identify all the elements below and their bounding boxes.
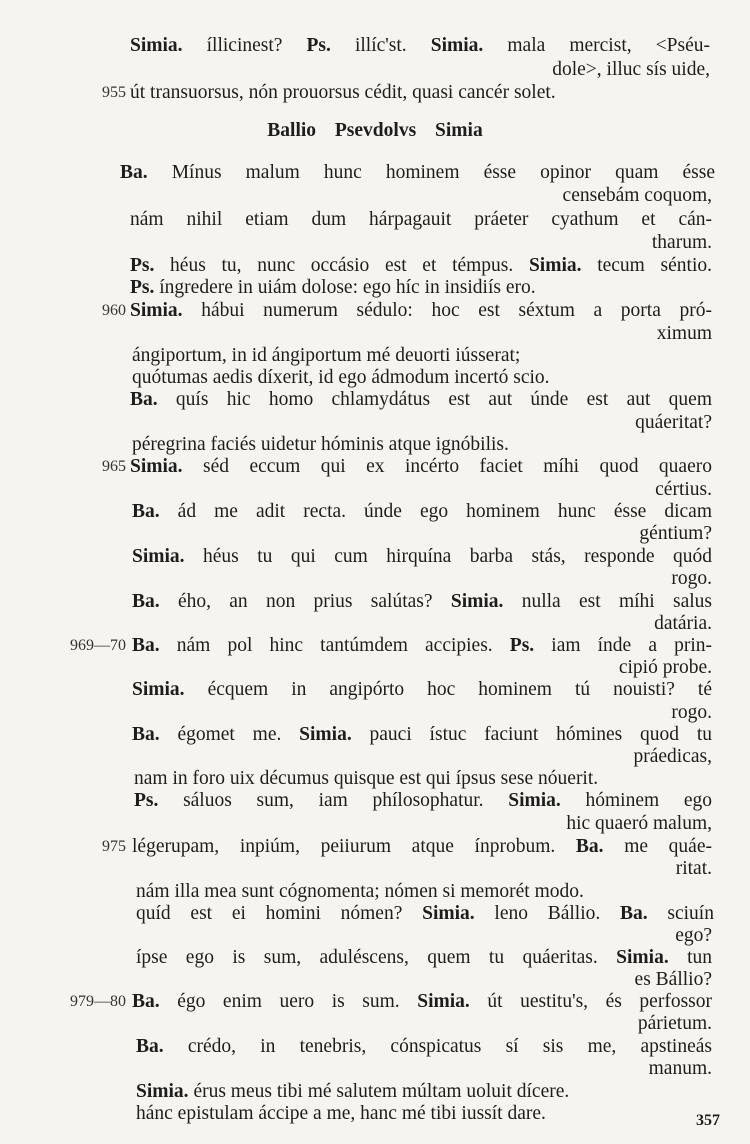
line-text	[635, 411, 712, 434]
dialogue-text: práedicas,	[633, 746, 712, 767]
speaker-name: Simia.	[508, 790, 561, 811]
line-text	[136, 946, 712, 969]
verse-line	[0, 1057, 750, 1080]
line-text	[136, 1035, 712, 1058]
line-text	[130, 208, 712, 231]
verse-line	[0, 634, 750, 657]
speaker-name: Ba.	[620, 903, 648, 924]
dialogue-text: tun	[668, 947, 713, 968]
line-number: 979—80	[70, 993, 126, 1010]
verse-line	[0, 208, 750, 231]
dialogue-text: quíd est ei homini nómen?	[136, 903, 423, 924]
speaker-name: Ba.	[136, 1036, 164, 1057]
verse-line	[0, 1080, 750, 1103]
dialogue-text: ritat.	[675, 858, 712, 879]
speaker-name: Ps.	[509, 635, 535, 656]
verse-line	[0, 276, 750, 299]
verse-line	[0, 678, 750, 701]
speaker-name: Simia.	[130, 456, 183, 477]
line-text	[132, 678, 712, 701]
dialogue-text: péregrina faciés uidetur hóminis atque ignóbilis.	[132, 434, 509, 455]
dialogue-text: quáeritat?	[635, 412, 712, 433]
verse-line	[0, 812, 750, 835]
line-text	[132, 590, 712, 613]
speaker-name: Simia.	[130, 300, 183, 321]
verse-line	[0, 1035, 750, 1058]
dialogue-text: quótumas aedis díxerit, id ego ádmodum incertó scio.	[132, 367, 550, 388]
speaker-name: Ps.	[306, 35, 331, 56]
dialogue-text: cipió probe.	[618, 657, 712, 678]
verse-line	[0, 701, 750, 724]
dialogue-text: hánc epistulam áccipe a me, hanc mé tibi iussít dare.	[136, 1103, 546, 1124]
line-number: 975	[102, 838, 126, 855]
speaker-name: Simia.	[616, 947, 669, 968]
line-text	[657, 322, 712, 345]
verse-line	[0, 161, 750, 184]
dialogue-text: manum.	[648, 1058, 712, 1079]
dialogue-text: sáluos sum, iam phílosophatur.	[158, 790, 509, 811]
dialogue-text: Mínus malum hunc hominem ésse opinor quam ésse	[147, 162, 715, 183]
dialogue-text: tharum.	[651, 232, 712, 253]
verse-line	[0, 567, 750, 590]
line-text	[563, 184, 712, 207]
line-text	[134, 789, 712, 812]
verse-line	[0, 789, 750, 812]
line-number: 960	[102, 302, 126, 319]
verse-line	[0, 835, 750, 858]
dialogue-text: dole>, illuc sís uide,	[552, 59, 710, 80]
verse-line	[0, 745, 750, 768]
dialogue-text: géntium?	[639, 523, 712, 544]
dialogue-text: nulla est míhi salus	[503, 591, 712, 612]
dialogue-text: leno Bállio.	[474, 903, 621, 924]
line-text	[136, 902, 714, 925]
line-text	[649, 1057, 712, 1080]
speaker-name: Ba.	[132, 635, 160, 656]
dialogue-text: séd eccum qui ex incérto faciet míhi quod quaero	[182, 456, 712, 477]
line-text	[639, 522, 712, 545]
dialogue-text: es Bállio?	[634, 969, 712, 990]
verse-line	[0, 500, 750, 523]
speaker-name: Ba.	[132, 724, 160, 745]
verse-line	[0, 857, 750, 880]
line-text	[136, 1102, 714, 1125]
dialogue-text: égomet me.	[159, 724, 300, 745]
dialogue-text: ípse ego is sum, aduléscens, quem tu quáeritas.	[136, 947, 617, 968]
line-text	[134, 767, 714, 790]
speaker-name: Ba.	[132, 591, 160, 612]
speaker-name: Simia.	[417, 991, 470, 1012]
line-text	[132, 500, 712, 523]
scene-heading: Ballio Psevdolvs Simia	[267, 120, 483, 141]
speaker-name: Simia.	[130, 35, 183, 56]
dialogue-text: ego?	[675, 925, 712, 946]
dialogue-text: héus tu qui cum hirquína barba stás, responde quód	[184, 546, 712, 567]
verse-line	[0, 924, 750, 947]
speaker-name: Simia.	[299, 724, 352, 745]
verse-line	[0, 34, 750, 57]
dialogue-text: tecum séntio.	[581, 255, 712, 276]
page-number: 357	[696, 1112, 720, 1129]
line-text	[132, 344, 712, 367]
verse-line	[0, 254, 750, 277]
line-text	[552, 58, 710, 81]
dialogue-text: sciuín	[647, 903, 714, 924]
verse-line	[0, 184, 750, 207]
verse-line	[0, 1102, 750, 1125]
line-number: 955	[102, 84, 126, 101]
dialogue-text: íngredere in uiám dolose: ego híc in insidiís ero.	[154, 277, 536, 298]
verse-line	[0, 946, 750, 969]
dialogue-text: párietum.	[637, 1013, 712, 1034]
speaker-name: Ps.	[130, 277, 155, 298]
verse-line	[0, 656, 750, 679]
verse-line	[0, 545, 750, 568]
verse-line	[0, 767, 750, 790]
line-text	[136, 880, 714, 903]
dialogue-text: rogo.	[671, 568, 712, 589]
dialogue-text: út transuorsus, nón prouorsus cédit, quasi cancér solet.	[130, 82, 556, 103]
line-text	[634, 745, 713, 768]
dialogue-text: quís hic homo chlamydátus est aut únde est aut quem	[157, 389, 712, 410]
dialogue-text: pauci ístuc faciunt hómines quod tu	[351, 724, 712, 745]
line-text	[675, 924, 712, 947]
line-text	[655, 478, 712, 501]
dialogue-text: érus meus tibi mé salutem múltam uoluit dícere.	[188, 1081, 570, 1102]
verse-line	[0, 612, 750, 635]
verse-line	[0, 58, 750, 81]
line-text	[130, 34, 710, 57]
verse-line	[0, 366, 750, 389]
dialogue-text: hic quaeró malum,	[566, 813, 712, 834]
dialogue-text: nám nihil etiam dum hárpagauit práeter cyathum et cán-	[130, 209, 712, 230]
speaker-name: Ba.	[120, 162, 148, 183]
speaker-name: Ba.	[132, 991, 160, 1012]
speaker-name: Simia.	[132, 546, 185, 567]
dialogue-text: nam in foro uix décumus quisque est qui ípsus sese nóuerit.	[134, 768, 599, 789]
speaker-name: Ba.	[575, 836, 604, 857]
line-text	[132, 545, 712, 568]
line-number: 969—70	[70, 637, 126, 654]
dialogue-text: ád me adit recta. únde ego hominem hunc ésse dicam	[159, 501, 712, 522]
speaker-name: Simia.	[450, 591, 504, 612]
dialogue-text: égo enim uero is sum.	[159, 991, 418, 1012]
dialogue-text: íllicinest?	[182, 35, 307, 56]
line-text	[566, 812, 712, 835]
dialogue-text: ximum	[656, 323, 712, 344]
dialogue-text: nám illa mea sunt cógnomenta; nómen si memorét modo.	[136, 881, 584, 902]
verse-line	[0, 299, 750, 322]
line-text	[132, 990, 712, 1013]
line-text	[130, 388, 712, 411]
dialogue-text: ého, an non prius salútas?	[159, 591, 451, 612]
line-text	[130, 254, 712, 277]
line-text	[132, 366, 712, 389]
verse-line	[0, 880, 750, 903]
dialogue-text: cértius.	[655, 479, 712, 500]
dialogue-text: hóminem ego	[560, 790, 712, 811]
verse-line	[0, 902, 750, 925]
verse-line	[0, 478, 750, 501]
verse-line	[0, 411, 750, 434]
verse-line	[0, 968, 750, 991]
verse-line	[0, 590, 750, 613]
speaker-name: Ps.	[134, 790, 159, 811]
line-text	[120, 161, 715, 184]
line-text	[671, 701, 712, 724]
verse-line	[0, 1012, 750, 1035]
dialogue-text: datária.	[654, 613, 712, 634]
dialogue-text: út uestitu's, és perfossor	[469, 991, 712, 1012]
line-text	[619, 656, 712, 679]
verse-line	[0, 388, 750, 411]
dialogue-text: censebám coquom,	[562, 185, 712, 206]
speaker-name: Simia.	[136, 1081, 189, 1102]
dialogue-text: illíc'st.	[330, 35, 431, 56]
line-text	[136, 1080, 714, 1103]
verse-line	[0, 344, 750, 367]
speaker-name: Simia.	[132, 679, 185, 700]
line-text	[130, 455, 712, 478]
dialogue-text: iam índe a prin-	[534, 635, 713, 656]
dialogue-text: me quáe-	[603, 836, 712, 857]
line-text	[132, 433, 712, 456]
line-text	[132, 634, 712, 657]
speaker-name: Ba.	[132, 501, 160, 522]
speaker-name: Simia.	[430, 35, 484, 56]
dialogue-text: héus tu, nunc occásio est et témpus.	[154, 255, 529, 276]
line-text	[130, 81, 710, 104]
line-text	[654, 612, 712, 635]
line-text	[638, 1012, 712, 1035]
verse-line	[0, 723, 750, 746]
verse-line	[0, 455, 750, 478]
line-text	[130, 276, 690, 299]
speaker-name: Ps.	[130, 255, 155, 276]
speaker-name: Simia.	[422, 903, 475, 924]
verse-line	[0, 522, 750, 545]
line-text	[652, 231, 712, 254]
dialogue-text: écquem in angipórto hoc hominem tú nouisti? té	[184, 679, 712, 700]
dialogue-text: nám pol hinc tantúmdem accipies.	[159, 635, 510, 656]
line-text	[671, 567, 712, 590]
dialogue-text: mala mercist, <Pséu-	[483, 35, 711, 56]
speaker-name: Simia.	[528, 255, 582, 276]
line-text	[635, 968, 712, 991]
dialogue-text: hábui numerum sédulo: hoc est séxtum a porta pró-	[182, 300, 712, 321]
line-text	[132, 723, 712, 746]
dialogue-text: ángiportum, in id ángiportum mé deuorti iússerat;	[132, 345, 521, 366]
verse-line	[0, 433, 750, 456]
line-number: 965	[102, 458, 126, 475]
speaker-name: Ba.	[130, 389, 158, 410]
line-text	[132, 835, 712, 858]
line-text	[130, 299, 712, 322]
verse-line	[0, 81, 750, 104]
dialogue-text: rogo.	[671, 702, 712, 723]
dialogue-text: crédo, in tenebris, cónspicatus sí sis me, apstineás	[163, 1036, 712, 1057]
verse-line	[0, 990, 750, 1013]
verse-line	[0, 322, 750, 345]
line-text	[676, 857, 712, 880]
dialogue-text: légerupam, inpiúm, peiiurum atque ínprobum.	[132, 836, 576, 857]
verse-line	[0, 231, 750, 254]
